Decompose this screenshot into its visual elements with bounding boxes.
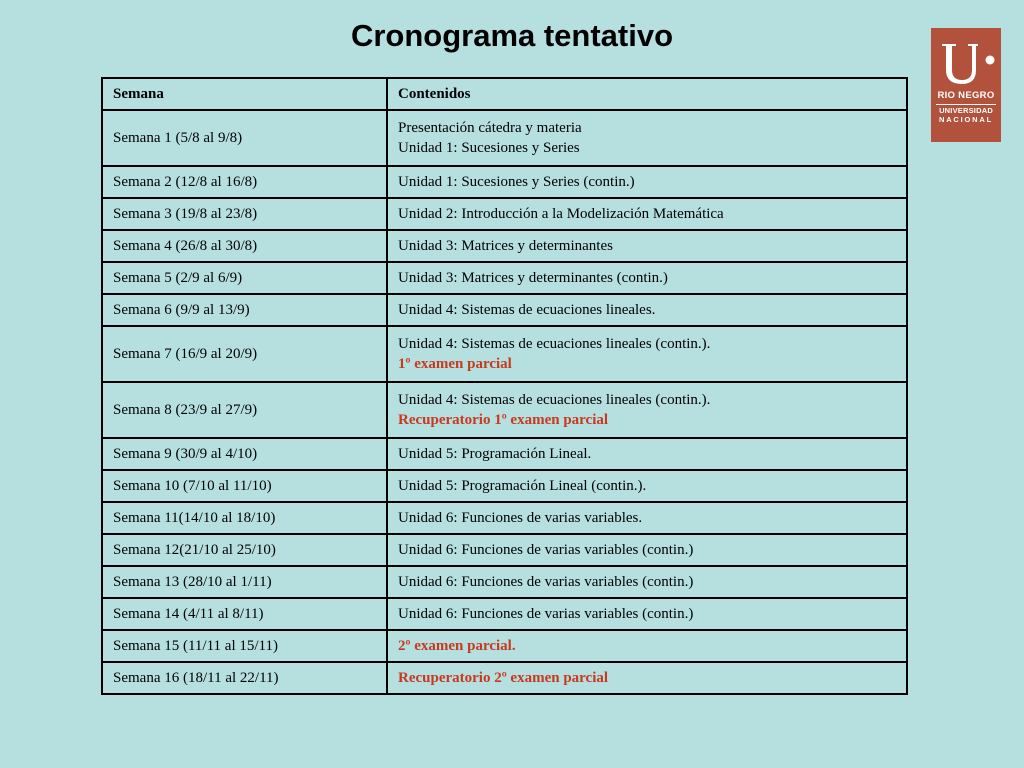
table-row [102,502,907,534]
week-cell: Semana 11(14/10 al 18/10) [102,502,387,534]
exam-note: Recuperatorio 1º examen parcial [398,412,609,428]
content-line: Unidad 4: Sistemas de ecuaciones lineales (contin.). [398,336,711,352]
header-contenidos: Contenidos [387,78,907,110]
page-title: Cronograma tentativo [350,18,674,53]
table-row [102,166,907,198]
table-row [102,110,907,166]
content-cell: Unidad 6: Funciones de varias variables (contin.) [387,566,907,598]
table-row [102,230,907,262]
week-cell: Semana 4 (26/8 al 30/8) [102,230,387,262]
week-cell: Semana 14 (4/11 al 8/11) [102,598,387,630]
week-cell: Semana 7 (16/9 al 20/9) [102,326,387,382]
content-cell: Unidad 6: Funciones de varias variables (contin.) [387,534,907,566]
week-cell: Semana 10 (7/10 al 11/10) [102,470,387,502]
table-row [102,470,907,502]
exam-note: 2º examen parcial. [387,630,907,662]
logo-text-nacional: NACIONAL [939,115,993,124]
u-logo-icon [936,40,996,86]
week-cell: Semana 5 (2/9 al 6/9) [102,262,387,294]
university-logo [931,28,1001,142]
content-line: Unidad 4: Sistemas de ecuaciones lineales (contin.). [398,392,711,408]
week-cell: Semana 13 (28/10 al 1/11) [102,566,387,598]
content-cell: Unidad 1: Sucesiones y Series (contin.) [387,166,907,198]
table-row [102,534,907,566]
week-cell: Semana 3 (19/8 al 23/8) [102,198,387,230]
exam-note: Recuperatorio 2º examen parcial [387,662,907,694]
table-row [102,598,907,630]
table-row [102,382,907,438]
table-row [102,662,907,694]
table-row [102,326,907,382]
week-cell: Semana 16 (18/11 al 22/11) [102,662,387,694]
content-line: Presentación cátedra y materia [398,120,582,136]
logo-text-universidad: UNIVERSIDAD [939,105,993,115]
content-cell: Unidad 5: Programación Lineal. [387,438,907,470]
content-cell: Unidad 6: Funciones de varias variables. [387,502,907,534]
week-cell: Semana 2 (12/8 al 16/8) [102,166,387,198]
week-cell: Semana 9 (30/9 al 4/10) [102,438,387,470]
exam-note: 1º examen parcial [398,356,512,372]
schedule-table [101,77,908,695]
content-cell: Unidad 2: Introducción a la Modelización Matemática [387,198,907,230]
content-line: Unidad 1: Sucesiones y Series [398,140,580,156]
logo-text-rio-negro: RIO NEGRO [937,90,995,101]
table-row [102,566,907,598]
week-cell: Semana 8 (23/9 al 27/9) [102,382,387,438]
table-header-row [102,78,907,110]
table-row [102,630,907,662]
content-cell [387,382,907,438]
content-cell: Unidad 3: Matrices y determinantes [387,230,907,262]
content-cell [387,110,907,166]
header-semana: Semana [102,78,387,110]
content-cell: Unidad 6: Funciones de varias variables (contin.) [387,598,907,630]
content-cell: Unidad 4: Sistemas de ecuaciones lineales. [387,294,907,326]
table-row [102,262,907,294]
content-cell: Unidad 3: Matrices y determinantes (contin.) [387,262,907,294]
logo-divider [936,104,996,105]
week-cell: Semana 6 (9/9 al 13/9) [102,294,387,326]
week-cell: Semana 15 (11/11 al 15/11) [102,630,387,662]
week-cell: Semana 12(21/10 al 25/10) [102,534,387,566]
table-row [102,198,907,230]
table-row [102,294,907,326]
table-row [102,438,907,470]
content-cell [387,326,907,382]
content-cell: Unidad 5: Programación Lineal (contin.). [387,470,907,502]
week-cell: Semana 1 (5/8 al 9/8) [102,110,387,166]
